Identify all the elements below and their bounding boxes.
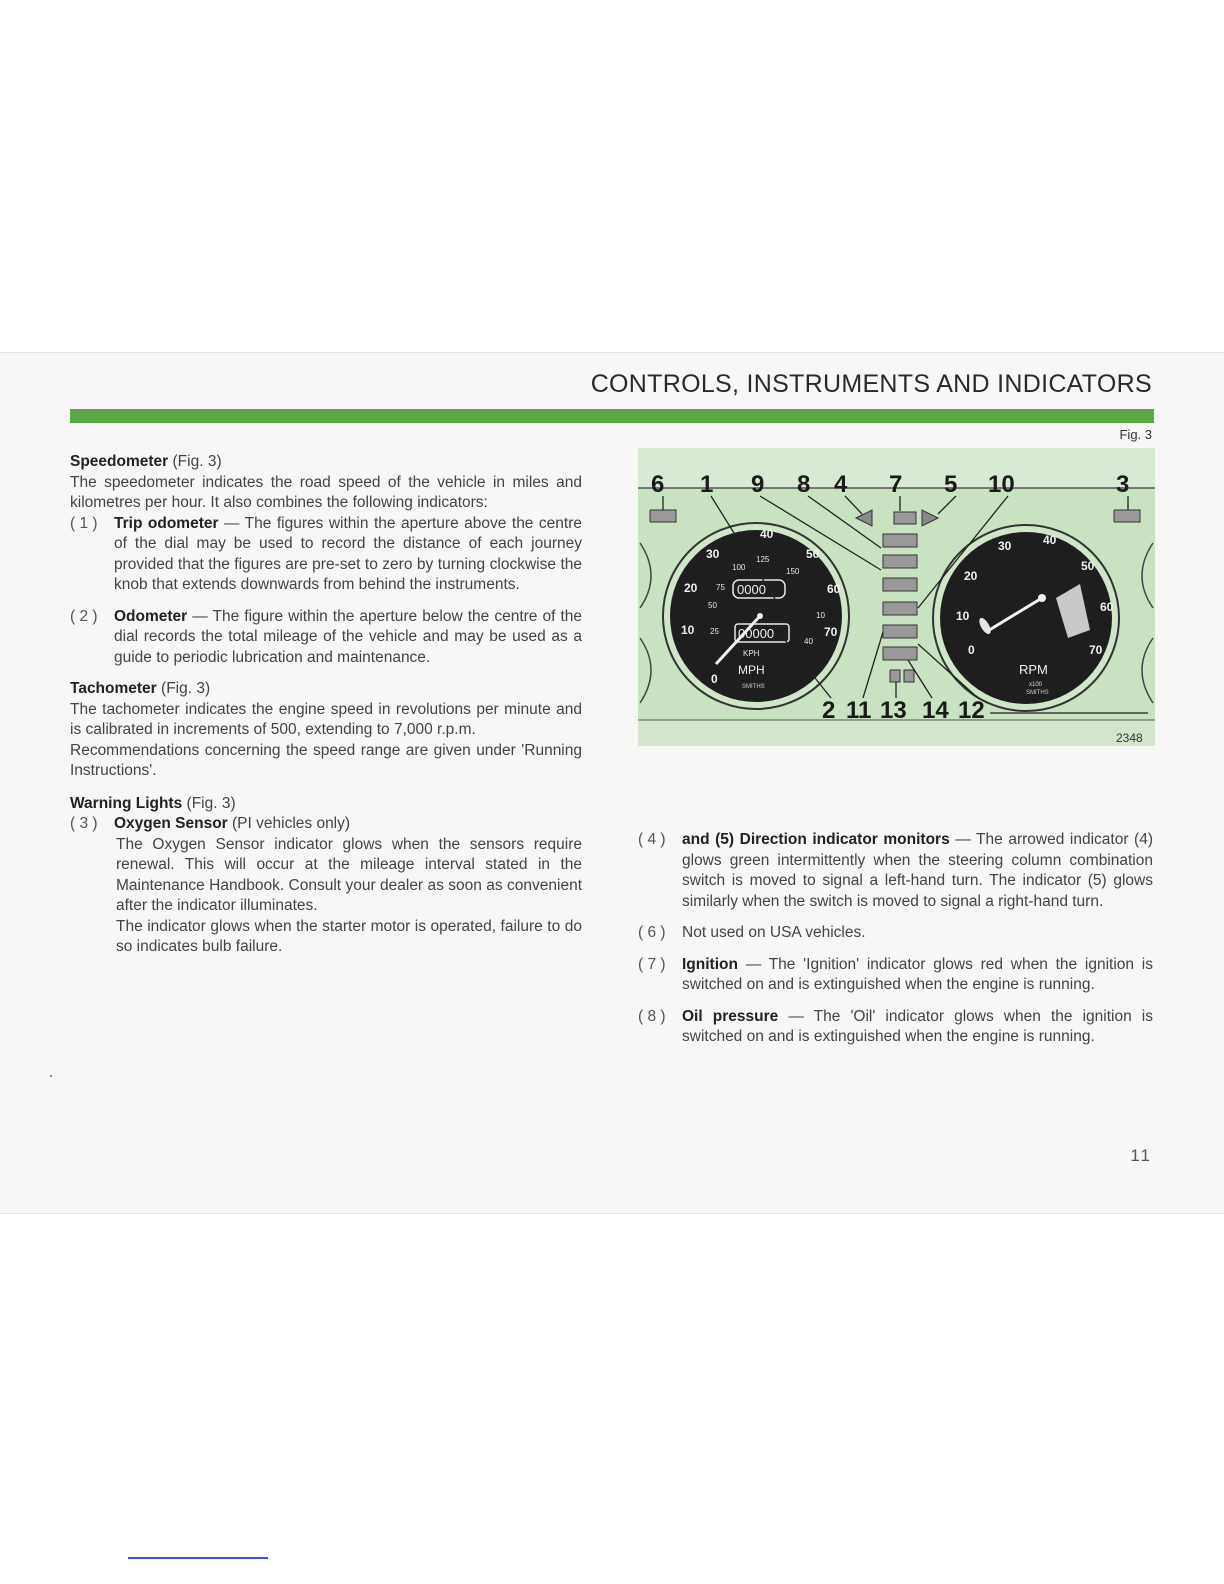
callout-12: 12	[958, 697, 985, 724]
callout-8: 8	[797, 471, 811, 498]
tachometer-body: The tachometer indicates the engine speed in revolutions per minute and is calibrated in increments of 500, extending to 7,000 r.p.m.	[70, 700, 582, 738]
callout-3: 3	[1116, 471, 1130, 498]
item-text	[114, 814, 582, 835]
svg-text:100: 100	[732, 563, 746, 572]
item-term: Oxygen Sensor	[114, 815, 228, 832]
kph-label: KPH	[743, 649, 760, 658]
item-number: ( 7 )	[638, 955, 666, 973]
item-number: ( 3 )	[70, 815, 98, 832]
left-column	[70, 452, 582, 958]
svg-text:40: 40	[804, 637, 813, 646]
callout-2: 2	[822, 697, 836, 724]
tacho-brand: SMITHS	[1026, 690, 1049, 696]
item-text	[682, 830, 1153, 912]
tacho-scale-label: x100	[1029, 682, 1043, 688]
page-number: 11	[1130, 1146, 1152, 1165]
svg-text:10: 10	[816, 611, 825, 620]
item-number: ( 4 )	[638, 831, 666, 848]
svg-text:40: 40	[1043, 533, 1057, 547]
svg-text:125: 125	[756, 555, 770, 564]
header-green-bar	[70, 409, 1154, 423]
svg-text:40: 40	[760, 527, 774, 541]
list-item-8	[638, 1007, 1153, 1048]
rpm-label: RPM	[1019, 662, 1048, 677]
callout-9: 9	[751, 471, 765, 498]
warning-lights-title: Warning Lights	[70, 794, 183, 812]
item-body: — The 'Oil' indicator glows when the ignition is switched on and is extinguished when the engine is running.	[682, 1007, 1153, 1045]
list-item-2	[70, 607, 582, 669]
item-body: — The arrowed indicator (4) glows green intermittently when the steering column combination switch is moved to signal a left-hand turn. The indicator (5) glows similarly when the switch is moved to signal a right-hand turn.	[682, 831, 1153, 910]
item-number: ( 8 )	[638, 1007, 666, 1025]
list-item-3	[70, 814, 582, 835]
item-body: — The figures within the aperture above the centre of the dial may be used to record the distance of each journey provided that the figures are pre-set to zero by turning clockwise the knob that extends downwards from behind the instruments.	[114, 514, 582, 593]
mph-label: MPH	[738, 663, 765, 677]
svg-text:60: 60	[827, 582, 841, 596]
svg-text:60: 60	[1100, 600, 1114, 614]
tachometer-heading	[70, 679, 582, 700]
callout-5: 5	[944, 471, 958, 498]
instrument-panel-figure	[638, 448, 1155, 746]
svg-text:50: 50	[1081, 559, 1095, 573]
svg-text:70: 70	[824, 625, 838, 639]
callout-1: 1	[700, 471, 714, 498]
speedometer-ref: (Fig. 3)	[172, 453, 222, 470]
svg-text:10: 10	[956, 609, 970, 623]
figure-label: Fig. 3	[1119, 427, 1152, 442]
item-text	[682, 1007, 1153, 1048]
item-body: (PI vehicles only)	[227, 815, 351, 832]
warning-lights-heading	[70, 794, 582, 815]
instrument-panel-illustration	[638, 448, 1155, 746]
page-title: CONTROLS, INSTRUMENTS AND INDICATORS	[590, 370, 1152, 398]
item-term: Odometer	[114, 607, 188, 625]
svg-text:0: 0	[711, 672, 718, 686]
item-number: ( 2 )	[70, 607, 98, 625]
speedometer-body: The speedometer indicates the road speed of the vehicle in miles and kilometres per hour. It also combines the following indicators:	[70, 473, 582, 511]
item-text	[114, 607, 582, 669]
item-body: — The 'Ignition' indicator glows red when the ignition is switched on and is extinguished when the engine is running.	[682, 955, 1153, 993]
item-term: Trip odometer	[114, 514, 219, 532]
list-item-7	[638, 955, 1153, 996]
svg-text:50: 50	[708, 601, 717, 610]
item-number: ( 6 )	[638, 924, 666, 941]
right-column	[638, 830, 1153, 1059]
item-text	[114, 514, 582, 596]
callout-14: 14	[922, 697, 949, 724]
callout-7: 7	[889, 471, 903, 498]
svg-text:0: 0	[968, 643, 975, 657]
svg-text:150: 150	[786, 567, 800, 576]
tachometer-recommendation: Recommendations concerning the speed range are given under 'Running Instructions'.	[70, 741, 582, 779]
figure-ref-number: 2348	[1116, 731, 1143, 745]
stray-mark	[50, 1075, 52, 1077]
oxygen-sensor-para-1: The Oxygen Sensor indicator glows when the sensors require renewal. This will occur at the mileage interval stated in the Maintenance Handbook. Consult your dealer as soon as convenient after the indicator illuminates.	[116, 835, 582, 914]
callout-4: 4	[834, 471, 848, 498]
callout-6: 6	[651, 471, 665, 498]
item-body: Not used on USA vehicles.	[682, 924, 866, 941]
callout-13: 13	[880, 697, 907, 724]
item-number: ( 1 )	[70, 514, 98, 532]
callout-11: 11	[846, 697, 872, 724]
callout-10: 10	[988, 471, 1015, 498]
list-item-4	[638, 830, 1153, 912]
svg-text:75: 75	[716, 583, 725, 592]
odometer-digits: 00000	[738, 626, 775, 641]
list-item-1	[70, 514, 582, 596]
svg-text:50: 50	[806, 547, 820, 561]
tachometer-title: Tachometer	[70, 680, 157, 697]
footnote-rule	[128, 1557, 268, 1559]
svg-text:20: 20	[684, 581, 698, 595]
item-text	[682, 923, 1153, 944]
svg-text:30: 30	[998, 539, 1012, 553]
list-item-6	[638, 923, 1153, 944]
speedometer-heading	[70, 452, 582, 473]
trip-odometer-digits: 0000	[737, 582, 766, 597]
speedo-brand: SMITHS	[742, 684, 765, 690]
item-term: Oil pressure	[682, 1007, 779, 1025]
svg-text:25: 25	[710, 627, 719, 636]
svg-text:70: 70	[1089, 643, 1103, 657]
item-term: Ignition	[682, 955, 738, 973]
item-term: and (5) Direction indicator monitors	[682, 831, 950, 848]
item-text	[682, 955, 1153, 996]
svg-text:30: 30	[706, 547, 720, 561]
item-body: — The figure within the aperture below the centre of the dial records the total mileage of the vehicle and may be used as a guide to periodic lubrication and maintenance.	[114, 607, 582, 666]
oxygen-sensor-para-2: The indicator glows when the starter motor is operated, failure to do so indicates bulb failure.	[116, 917, 582, 955]
tachometer-ref: (Fig. 3)	[161, 680, 211, 697]
warning-lights-ref: (Fig. 3)	[186, 794, 236, 812]
speedometer-title: Speedometer	[70, 453, 169, 470]
svg-text:10: 10	[681, 623, 695, 637]
svg-text:20: 20	[964, 569, 978, 583]
